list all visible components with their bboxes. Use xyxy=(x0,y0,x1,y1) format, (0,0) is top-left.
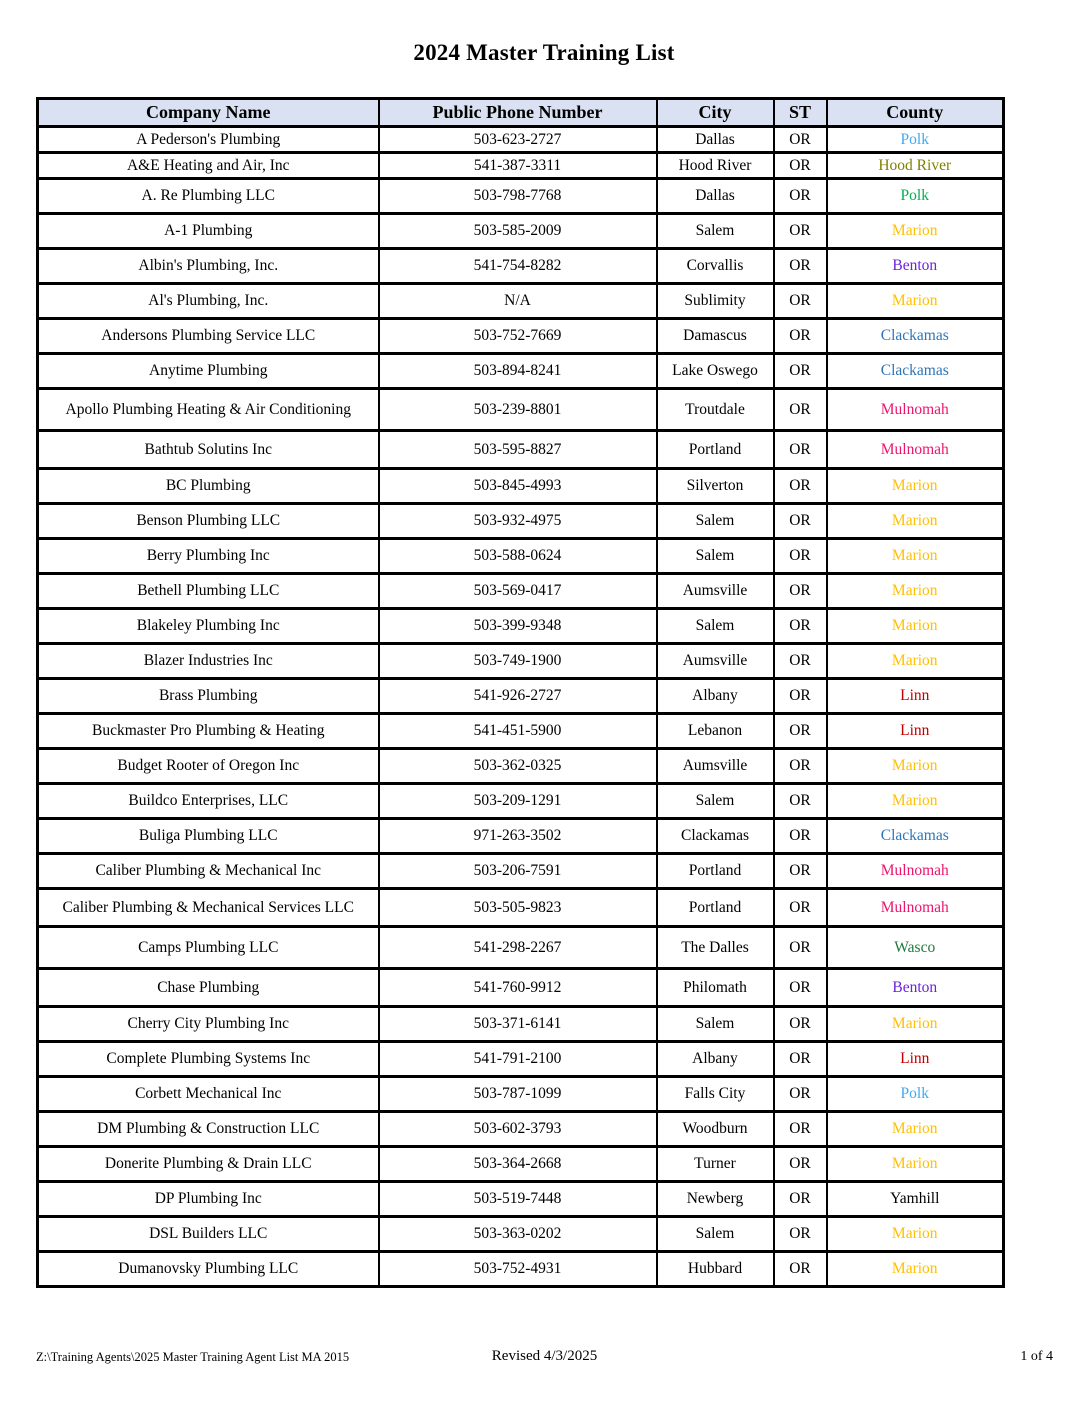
table-row xyxy=(38,354,1004,389)
cell-company: A&E Heating and Air, Inc xyxy=(38,153,379,179)
cell-phone: 503-519-7448 xyxy=(379,1182,657,1217)
cell-city: Aumsville xyxy=(657,644,774,679)
cell-phone: 503-602-3793 xyxy=(379,1112,657,1147)
cell-company: Donerite Plumbing & Drain LLC xyxy=(38,1147,379,1182)
cell-company: Benson Plumbing LLC xyxy=(38,504,379,539)
cell-state: OR xyxy=(774,1077,827,1112)
cell-city: Portland xyxy=(657,854,774,889)
table-row xyxy=(38,179,1004,214)
cell-company: DP Plumbing Inc xyxy=(38,1182,379,1217)
cell-city: Albany xyxy=(657,1042,774,1077)
table-row xyxy=(38,1077,1004,1112)
table-row xyxy=(38,1147,1004,1182)
cell-county: Marion xyxy=(827,1217,1004,1252)
cell-company: Buckmaster Pro Plumbing & Heating xyxy=(38,714,379,749)
table-row xyxy=(38,469,1004,504)
cell-state: OR xyxy=(774,1112,827,1147)
cell-phone: 503-585-2009 xyxy=(379,214,657,249)
cell-phone: 503-363-0202 xyxy=(379,1217,657,1252)
page-title: 2024 Master Training List xyxy=(413,40,675,65)
cell-county: Marion xyxy=(827,1007,1004,1042)
cell-company: A-1 Plumbing xyxy=(38,214,379,249)
table-row xyxy=(38,1252,1004,1287)
cell-state: OR xyxy=(774,749,827,784)
cell-county: Marion xyxy=(827,504,1004,539)
cell-phone: 503-595-8827 xyxy=(379,431,657,469)
cell-company: Caliber Plumbing & Mechanical Services LLC xyxy=(38,889,379,927)
cell-county: Mulnomah xyxy=(827,854,1004,889)
cell-city: Turner xyxy=(657,1147,774,1182)
cell-phone: 503-505-9823 xyxy=(379,889,657,927)
cell-county: Marion xyxy=(827,214,1004,249)
table-row xyxy=(38,284,1004,319)
table-row xyxy=(38,889,1004,927)
cell-phone: 541-298-2267 xyxy=(379,927,657,969)
cell-city: Aumsville xyxy=(657,574,774,609)
cell-phone: 503-787-1099 xyxy=(379,1077,657,1112)
cell-state: OR xyxy=(774,1252,827,1287)
cell-city: Sublimity xyxy=(657,284,774,319)
cell-city: Silverton xyxy=(657,469,774,504)
cell-city: Woodburn xyxy=(657,1112,774,1147)
cell-phone: 971-263-3502 xyxy=(379,819,657,854)
cell-county: Mulnomah xyxy=(827,431,1004,469)
footer-file-path: Z:\Training Agents\2025 Master Training Agent List MA 2015 xyxy=(36,1350,350,1364)
cell-company: DSL Builders LLC xyxy=(38,1217,379,1252)
cell-state: OR xyxy=(774,644,827,679)
table-row xyxy=(38,574,1004,609)
footer-revised-date: Revised 4/3/2025 xyxy=(491,1348,598,1364)
cell-county: Mulnomah xyxy=(827,889,1004,927)
cell-phone: 503-894-8241 xyxy=(379,354,657,389)
cell-phone: 503-364-2668 xyxy=(379,1147,657,1182)
cell-state: OR xyxy=(774,609,827,644)
cell-company: Albin's Plumbing, Inc. xyxy=(38,249,379,284)
table-row xyxy=(38,504,1004,539)
cell-county: Marion xyxy=(827,574,1004,609)
cell-company: Bathtub Solutins Inc xyxy=(38,431,379,469)
table-row xyxy=(38,539,1004,574)
cell-county: Linn xyxy=(827,679,1004,714)
cell-company: Chase Plumbing xyxy=(38,969,379,1007)
cell-city: Corvallis xyxy=(657,249,774,284)
cell-county: Linn xyxy=(827,1042,1004,1077)
cell-state: OR xyxy=(774,127,827,153)
cell-state: OR xyxy=(774,927,827,969)
cell-state: OR xyxy=(774,574,827,609)
cell-company: Buildco Enterprises, LLC xyxy=(38,784,379,819)
cell-city: Dallas xyxy=(657,179,774,214)
cell-state: OR xyxy=(774,1042,827,1077)
cell-phone: 541-791-2100 xyxy=(379,1042,657,1077)
table-row xyxy=(38,819,1004,854)
cell-state: OR xyxy=(774,714,827,749)
cell-phone: 541-754-8282 xyxy=(379,249,657,284)
table-row xyxy=(38,1042,1004,1077)
cell-county: Wasco xyxy=(827,927,1004,969)
cell-county: Marion xyxy=(827,284,1004,319)
cell-company: Dumanovsky Plumbing LLC xyxy=(38,1252,379,1287)
cell-city: Clackamas xyxy=(657,819,774,854)
cell-county: Clackamas xyxy=(827,319,1004,354)
cell-company: Blakeley Plumbing Inc xyxy=(38,609,379,644)
header-cell-state: ST xyxy=(774,99,827,127)
table-row xyxy=(38,214,1004,249)
cell-state: OR xyxy=(774,214,827,249)
footer-page-number: 1 of 4 xyxy=(1020,1349,1053,1364)
cell-company: Anytime Plumbing xyxy=(38,354,379,389)
cell-state: OR xyxy=(774,389,827,431)
cell-city: Salem xyxy=(657,609,774,644)
cell-county: Benton xyxy=(827,969,1004,1007)
cell-state: OR xyxy=(774,504,827,539)
table-row xyxy=(38,431,1004,469)
cell-county: Polk xyxy=(827,127,1004,153)
cell-city: Salem xyxy=(657,784,774,819)
cell-phone: 503-399-9348 xyxy=(379,609,657,644)
table-row xyxy=(38,969,1004,1007)
cell-city: Newberg xyxy=(657,1182,774,1217)
table-row xyxy=(38,784,1004,819)
cell-county: Mulnomah xyxy=(827,389,1004,431)
cell-county: Clackamas xyxy=(827,354,1004,389)
cell-county: Yamhill xyxy=(827,1182,1004,1217)
cell-state: OR xyxy=(774,319,827,354)
table-row xyxy=(38,1217,1004,1252)
header-cell-phone: Public Phone Number xyxy=(379,99,657,127)
cell-state: OR xyxy=(774,249,827,284)
cell-county: Marion xyxy=(827,749,1004,784)
cell-state: OR xyxy=(774,284,827,319)
cell-company: Al's Plumbing, Inc. xyxy=(38,284,379,319)
cell-phone: 503-752-7669 xyxy=(379,319,657,354)
cell-county: Marion xyxy=(827,469,1004,504)
cell-county: Marion xyxy=(827,644,1004,679)
cell-company: Camps Plumbing LLC xyxy=(38,927,379,969)
cell-company: Cherry City Plumbing Inc xyxy=(38,1007,379,1042)
table-header-row xyxy=(38,99,1004,127)
cell-state: OR xyxy=(774,179,827,214)
cell-city: Philomath xyxy=(657,969,774,1007)
cell-county: Marion xyxy=(827,1112,1004,1147)
cell-company: Caliber Plumbing & Mechanical Inc xyxy=(38,854,379,889)
cell-phone: 503-371-6141 xyxy=(379,1007,657,1042)
cell-company: BC Plumbing xyxy=(38,469,379,504)
cell-company: A Pederson's Plumbing xyxy=(38,127,379,153)
cell-city: Aumsville xyxy=(657,749,774,784)
cell-state: OR xyxy=(774,469,827,504)
table-row xyxy=(38,1182,1004,1217)
cell-phone: 503-239-8801 xyxy=(379,389,657,431)
table-row xyxy=(38,389,1004,431)
cell-city: Lake Oswego xyxy=(657,354,774,389)
cell-phone: 503-206-7591 xyxy=(379,854,657,889)
table-row xyxy=(38,749,1004,784)
header-cell-county: County xyxy=(827,99,1004,127)
cell-state: OR xyxy=(774,539,827,574)
cell-city: Damascus xyxy=(657,319,774,354)
cell-county: Marion xyxy=(827,1147,1004,1182)
cell-phone: 541-387-3311 xyxy=(379,153,657,179)
cell-company: Complete Plumbing Systems Inc xyxy=(38,1042,379,1077)
table-row xyxy=(38,714,1004,749)
cell-city: Hood River xyxy=(657,153,774,179)
cell-state: OR xyxy=(774,431,827,469)
cell-city: Hubbard xyxy=(657,1252,774,1287)
table-body xyxy=(38,127,1004,1287)
cell-company: Andersons Plumbing Service LLC xyxy=(38,319,379,354)
page-footer xyxy=(36,1348,1053,1368)
cell-state: OR xyxy=(774,354,827,389)
table-row xyxy=(38,1007,1004,1042)
cell-phone: 541-451-5900 xyxy=(379,714,657,749)
cell-phone: 503-932-4975 xyxy=(379,504,657,539)
cell-phone: N/A xyxy=(379,284,657,319)
cell-city: Portland xyxy=(657,431,774,469)
cell-county: Marion xyxy=(827,784,1004,819)
cell-phone: 503-569-0417 xyxy=(379,574,657,609)
cell-company: Blazer Industries Inc xyxy=(38,644,379,679)
cell-county: Marion xyxy=(827,539,1004,574)
cell-phone: 541-760-9912 xyxy=(379,969,657,1007)
cell-county: Hood River xyxy=(827,153,1004,179)
cell-state: OR xyxy=(774,889,827,927)
table-row xyxy=(38,127,1004,153)
table-row xyxy=(38,644,1004,679)
cell-state: OR xyxy=(774,153,827,179)
cell-phone: 503-752-4931 xyxy=(379,1252,657,1287)
cell-county: Polk xyxy=(827,1077,1004,1112)
cell-phone: 503-749-1900 xyxy=(379,644,657,679)
cell-phone: 503-362-0325 xyxy=(379,749,657,784)
cell-city: Albany xyxy=(657,679,774,714)
header-cell-city: City xyxy=(657,99,774,127)
table-row xyxy=(38,609,1004,644)
cell-state: OR xyxy=(774,1147,827,1182)
cell-phone: 503-588-0624 xyxy=(379,539,657,574)
cell-phone: 503-845-4993 xyxy=(379,469,657,504)
cell-city: Dallas xyxy=(657,127,774,153)
cell-county: Marion xyxy=(827,609,1004,644)
cell-state: OR xyxy=(774,784,827,819)
header-cell-company: Company Name xyxy=(38,99,379,127)
cell-company: Bethell Plumbing LLC xyxy=(38,574,379,609)
cell-state: OR xyxy=(774,1217,827,1252)
cell-phone: 503-209-1291 xyxy=(379,784,657,819)
cell-state: OR xyxy=(774,854,827,889)
table-row xyxy=(38,249,1004,284)
cell-company: Corbett Mechanical Inc xyxy=(38,1077,379,1112)
cell-city: Falls City xyxy=(657,1077,774,1112)
table-row xyxy=(38,679,1004,714)
cell-city: Salem xyxy=(657,1217,774,1252)
table-row xyxy=(38,319,1004,354)
cell-state: OR xyxy=(774,1007,827,1042)
cell-state: OR xyxy=(774,969,827,1007)
cell-city: Salem xyxy=(657,539,774,574)
cell-company: Berry Plumbing Inc xyxy=(38,539,379,574)
cell-company: DM Plumbing & Construction LLC xyxy=(38,1112,379,1147)
cell-company: A. Re Plumbing LLC xyxy=(38,179,379,214)
cell-phone: 503-623-2727 xyxy=(379,127,657,153)
cell-state: OR xyxy=(774,679,827,714)
table-row xyxy=(38,153,1004,179)
cell-county: Clackamas xyxy=(827,819,1004,854)
table-row xyxy=(38,1112,1004,1147)
cell-county: Benton xyxy=(827,249,1004,284)
cell-state: OR xyxy=(774,819,827,854)
table-row xyxy=(38,854,1004,889)
cell-company: Buliga Plumbing LLC xyxy=(38,819,379,854)
cell-city: Salem xyxy=(657,1007,774,1042)
cell-county: Linn xyxy=(827,714,1004,749)
cell-city: Lebanon xyxy=(657,714,774,749)
cell-city: Salem xyxy=(657,214,774,249)
cell-county: Marion xyxy=(827,1252,1004,1287)
table-row xyxy=(38,927,1004,969)
cell-company: Brass Plumbing xyxy=(38,679,379,714)
cell-company: Apollo Plumbing Heating & Air Conditioning xyxy=(38,389,379,431)
cell-company: Budget Rooter of Oregon Inc xyxy=(38,749,379,784)
cell-phone: 503-798-7768 xyxy=(379,179,657,214)
cell-phone: 541-926-2727 xyxy=(379,679,657,714)
cell-city: Salem xyxy=(657,504,774,539)
cell-city: Portland xyxy=(657,889,774,927)
cell-city: The Dalles xyxy=(657,927,774,969)
cell-county: Polk xyxy=(827,179,1004,214)
cell-state: OR xyxy=(774,1182,827,1217)
cell-city: Troutdale xyxy=(657,389,774,431)
training-list-table xyxy=(36,97,1005,1288)
